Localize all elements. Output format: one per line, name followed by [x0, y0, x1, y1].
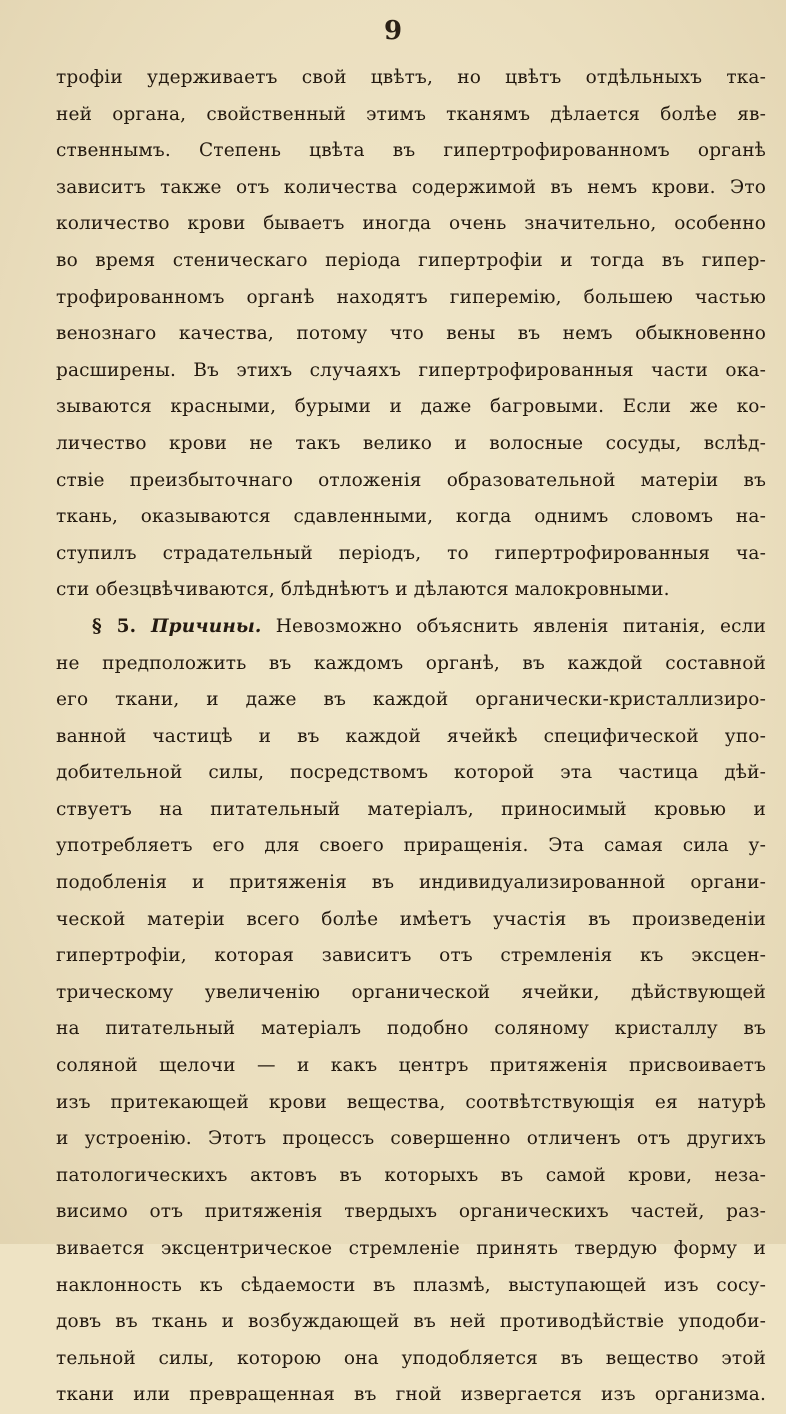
text-line: ней органа, свойственный этимъ тканямъ дѣлается болѣе яв- [56, 103, 766, 125]
text-line: трическому увеличенію органической ячейки, дѣйствующей [56, 981, 766, 1003]
section-text: Невозможно объяснить явленія питанія, если [261, 615, 766, 637]
text-line: во время стеническаго періода гипертрофіи и тогда въ гипер- [56, 249, 766, 271]
text-line: трофіи удерживаетъ свой цвѣтъ, но цвѣтъ отдѣльныхъ тка- [56, 67, 766, 88]
text-line: сти обезцвѣчиваются, блѣднѣютъ и дѣлаются малокровными. [56, 579, 670, 601]
text-line: ванной частицѣ и въ каждой ячейкѣ специфической упо- [56, 725, 766, 747]
text-line: висимо отъ притяженія твердыхъ органическихъ частей, раз- [56, 1201, 766, 1223]
text-line: трофированномъ органѣ находятъ гиперемію, большею частью [56, 286, 766, 308]
text-line: ствуетъ на питательный матеріалъ, приносимый кровью и [56, 798, 766, 820]
text-line: изъ притекающей крови вещества, соотвѣтствующія ея натурѣ [56, 1091, 766, 1113]
text-line: венознаго качества, потому что вены въ немъ обыкновенно [56, 323, 766, 345]
text-line: употребляетъ его для своего приращенія. Эта самая сила у- [56, 835, 766, 857]
text-line: ческой матеріи всего болѣе имѣетъ участія въ произведеніи [56, 908, 766, 930]
body-text [56, 60, 766, 1414]
text-line: наклонность къ сѣдаемости въ плазмѣ, выступающей изъ сосу- [56, 1274, 766, 1296]
text-line: патологическихъ актовъ въ которыхъ въ самой крови, неза- [56, 1164, 766, 1186]
section-number: § 5. [92, 615, 152, 637]
text-line: подобленія и притяженія въ индивидуализированной органи- [56, 872, 766, 894]
section-heading: Причины. [151, 615, 262, 637]
text-line: соляной щелочи — и какъ центръ притяженія присвоиваетъ [56, 1055, 766, 1077]
text-line: личество крови не такъ велико и волосные сосуды, вслѣд- [56, 432, 766, 454]
text-line [56, 609, 766, 646]
text-line: ткани или превращенная въ гной извергается изъ организма. [56, 1384, 766, 1406]
text-line: зависитъ также отъ количества содержимой въ немъ крови. Это [56, 176, 766, 198]
text-line: гипертрофіи, которая зависитъ отъ стремленія къ эксцен- [56, 945, 766, 967]
text-line: расширены. Въ этихъ случаяхъ гипертрофированныя части ока- [56, 359, 766, 381]
text-line: ственнымъ. Степень цвѣта въ гипертрофированномъ органѣ [56, 140, 766, 162]
text-line: вивается эксцентрическое стремленіе принять твердую форму и [56, 1238, 766, 1259]
text-line: зываются красными, бурыми и даже багровыми. Если же ко- [56, 396, 766, 418]
text-line: и устроенію. Этотъ процессъ совершенно отличенъ отъ другихъ [56, 1128, 766, 1150]
page-number: 9 [383, 16, 403, 46]
text-line: его ткани, и даже въ каждой органически-кристаллизиро- [56, 689, 766, 711]
text-line: ткань, оказываются сдавленными, когда однимъ словомъ на- [56, 506, 766, 528]
text-line: ступилъ страдательный періодъ, то гипертрофированныя ча- [56, 542, 766, 564]
text-line: количество крови бываетъ иногда очень значительно, особенно [56, 213, 766, 235]
text-line: тельной силы, которою она уподобляется въ вещество этой [56, 1347, 766, 1369]
text-line: добительной силы, посредствомъ которой эта частица дѣй- [56, 762, 766, 784]
text-line: на питательный матеріалъ подобно соляному кристаллу въ [56, 1018, 766, 1040]
text-line: довъ въ ткань и возбуждающей въ ней противодѣйствіе уподоби- [56, 1311, 766, 1333]
text-line: не предположить въ каждомъ органѣ, въ каждой составной [56, 652, 766, 674]
text-line: ствіе преизбыточнаго отложенія образовательной матеріи въ [56, 469, 766, 491]
